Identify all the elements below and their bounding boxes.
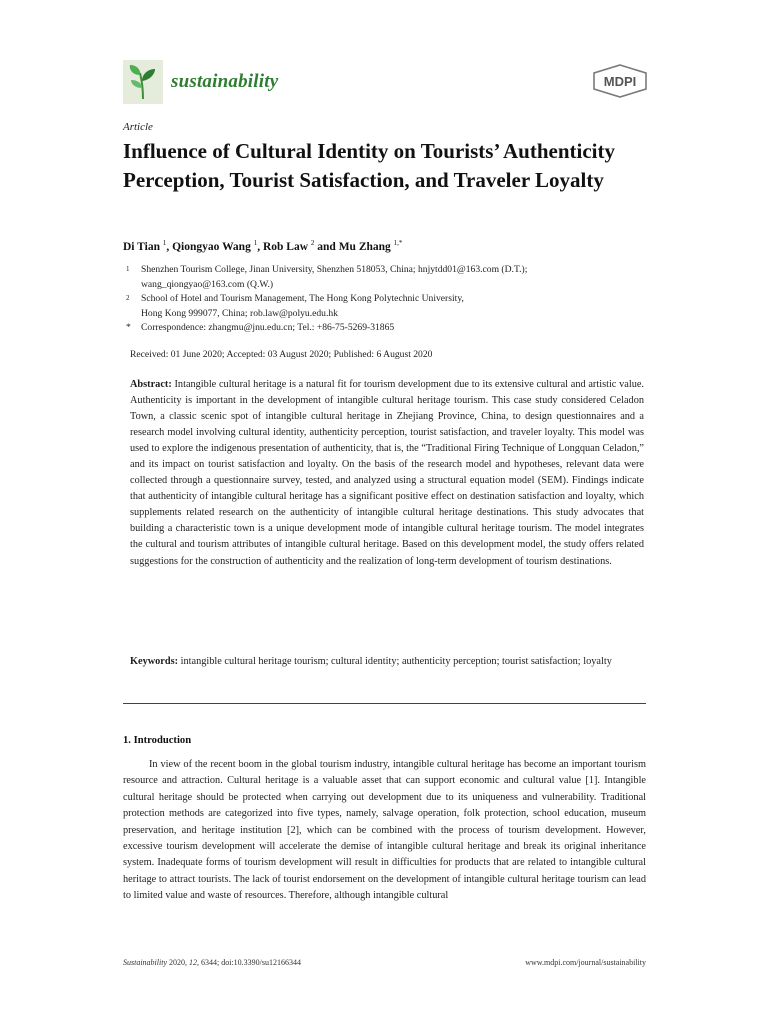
author-list: Di Tian $^1$, Qiongyao Wang $^1$, Rob Law $^2$ and Mu Zhang $^{1,*}$ — [123, 239, 403, 253]
affiliation-item-continued — [126, 278, 646, 293]
author-name: Di Tian — [123, 240, 160, 253]
author-name: Rob Law — [262, 240, 309, 253]
affiliation-mark: 1 — [126, 265, 130, 273]
section-heading: 1. Introduction — [123, 735, 192, 746]
affiliation-text: School of Hotel and Tourism Management, The Hong Kong Polytechnic University, — [141, 293, 464, 304]
footer-doi: 6344; doi:10.3390/su12166344 — [201, 958, 302, 967]
affiliation-mark: 2 — [126, 294, 130, 302]
affiliation-item — [126, 263, 646, 278]
affiliation-text: wang_qiongyao@163.com (Q.W.) — [141, 278, 274, 290]
affiliation-text: Shenzhen Tourism College, Jinan University, Shenzhen 518053, China; hnjytdd01@163.com (D.T.); — [141, 264, 528, 275]
mdpi-logo — [592, 64, 648, 103]
keywords-label: Keywords: — [130, 656, 179, 667]
author-name: Mu Zhang — [338, 240, 391, 253]
publication-dates: Received: 01 June 2020; Accepted: 03 August 2020; Published: 6 August 2020 — [130, 349, 433, 360]
introduction-paragraph: In view of the recent boom in the global tourism industry, intangible cultural heritage has become an important tourism resource and attraction. Cultural heritage is a valuable asset that can support economic and cultural value [1]. Intangible cultural heritage should be protected when carrying out development due to its uniqueness and vulnerability. Traditional protection methods are categorized into five types, namely, salvage operation, folk protection, school education, museum preservation, and heritage institution [2], which can be combined with the process of tourism development. However, excessive tourism development will accelerate the demise of intangible cultural heritage and break its original inheritance system. Inadequate forms of tourism development will result in difficulties for products that are related to intangible cultural heritage to attract tourists. The lack of tourist endorsement on the development of intangible cultural heritage tourism can lead to limited value and waste of resources. Therefore, although intangible cultural — [123, 759, 646, 902]
author-affiliation-mark: 1 — [253, 239, 258, 247]
footer-volume: 12, — [189, 958, 199, 967]
footer-year: 2020, — [169, 958, 187, 967]
keywords-text: intangible cultural heritage tourism; cultural identity; authenticity perception; tourist satisfaction; loyalty — [180, 656, 612, 667]
journal-url[interactable]: www.mdpi.com/journal/sustainability — [525, 958, 646, 967]
svg-text:MDPI: MDPI — [603, 74, 637, 89]
affiliation-mark: * — [126, 322, 131, 333]
leaf-icon — [123, 60, 163, 104]
author-affiliation-mark: 1 — [162, 239, 167, 247]
abstract-text: Intangible cultural heritage is a natural fit for tourism development due to its extensive cultural and artistic value. Authenticity is important in the development of intangible cultural heritage tourism. This case study considered Celadon Town, a classic scenic spot of intangible cultural heritage in Zhejiang Province, China, to design questionnaires and a research model involving cultural identity, authenticity perception, tourist satisfaction, and traveler loyalty. This model was used to explore the indigenous presentation of authenticity, that is, the “Traditional Firing Technique of Longquan Celadon,” and its impact on tourist satisfaction and loyalty. On the basis of the research model and hypotheses, relevant data were collected through a questionnaire survey, tested, and analyzed using a structural equation model (SEM). Findings indicate that authenticity of intangible cultural heritage has a significant positive effect on destination satisfaction and loyalty, which supplements related research on the authenticity of intangible cultural heritage destinations. This study advocates that building a characteristic town is a unique development mode of intangible cultural heritage tourism. The model integrates the cultural and tourism attributes of intangible cultural heritage. Based on this development model, the study offers related suggestions for the construction of authenticity and the realization of long-term development of tourism destinations. — [130, 379, 644, 567]
affiliation-text: Hong Kong 999077, China; rob.law@polyu.edu.hk — [141, 307, 338, 319]
correspondence — [126, 321, 646, 336]
footer-journal: Sustainability — [123, 958, 167, 967]
keywords — [130, 654, 644, 670]
affiliation-item — [126, 292, 646, 307]
affiliation-item-continued — [126, 307, 646, 322]
article-type: Article — [123, 121, 153, 133]
journal-name: sustainability — [171, 71, 279, 92]
author-name: Qiongyao Wang — [172, 240, 251, 253]
journal-logo — [123, 60, 278, 104]
abstract-label: Abstract: — [130, 379, 172, 390]
paper-title: Influence of Cultural Identity on Tourists’ Authenticity Perception, Tourist Satisfaction, and Traveler Loyalty — [123, 139, 615, 192]
affiliations — [126, 263, 646, 336]
citation-footer — [123, 958, 301, 967]
correspondence-text: Correspondence: zhangmu@jnu.edu.cn; Tel.: +86-75-5269-31865 — [141, 322, 395, 333]
section-divider — [123, 703, 646, 704]
author-affiliation-mark: 1,* — [393, 239, 403, 247]
author-affiliation-mark: 2 — [310, 239, 315, 247]
abstract — [130, 377, 644, 570]
